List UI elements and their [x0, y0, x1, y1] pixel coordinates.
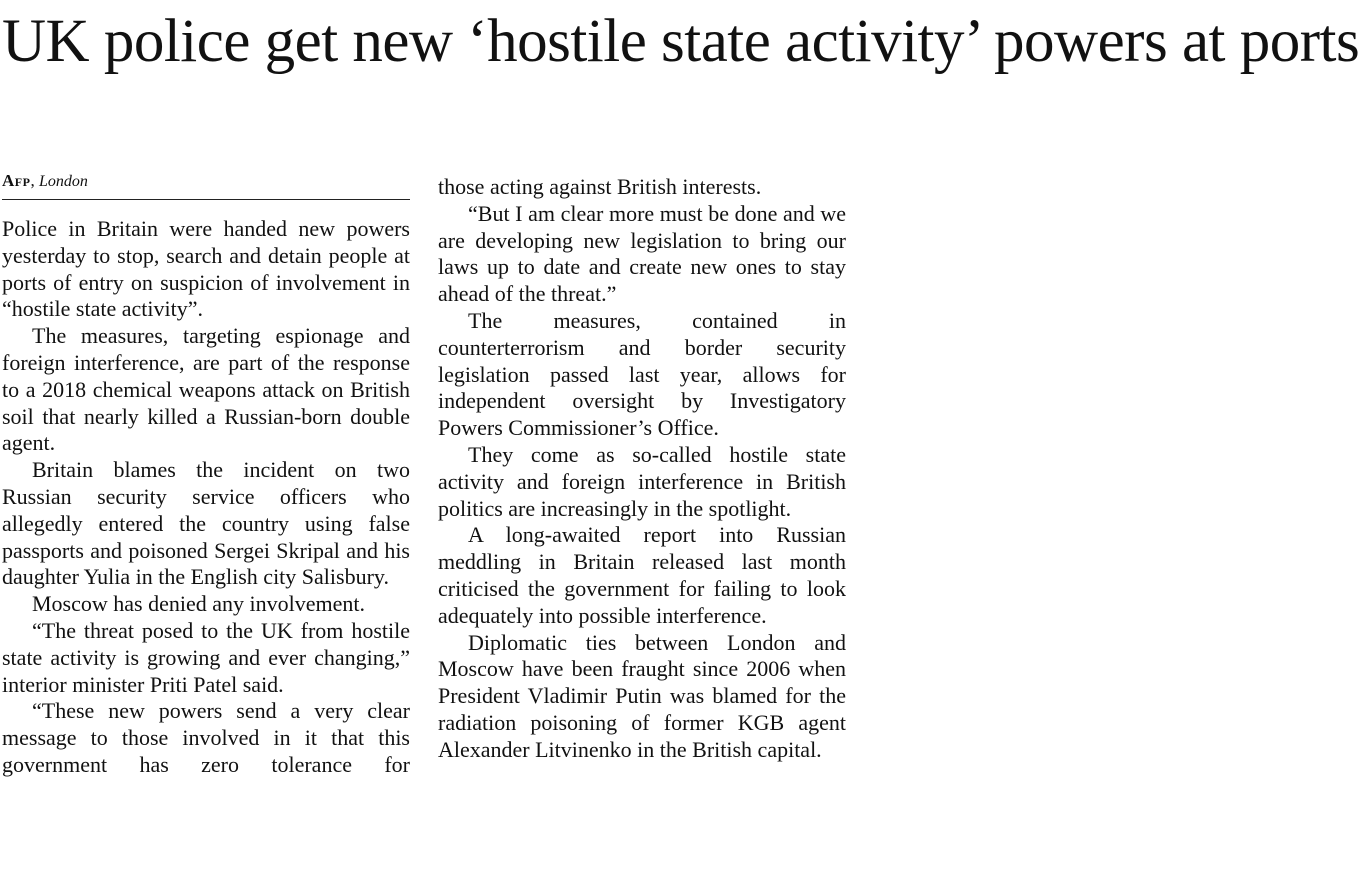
byline-agency: Afp: [2, 171, 31, 190]
left-column: [2, 216, 410, 779]
right-column: [438, 174, 846, 764]
paragraph: those acting against British interests.: [438, 174, 762, 199]
headline: UK police get new ‘hostile state activity’ powers at ports: [2, 8, 1359, 75]
paragraph: “These new powers send a very clear message to those involved in it that this government has zero tolerance for: [2, 698, 410, 777]
paragraph: They come as so-called hostile state activity and foreign interference in British politics are increasingly in the spotlight.: [438, 441, 846, 521]
paragraph: Britain blames the incident on two Russian security service officers who allegedly entered the country using false passports and poisoned Sergei Skripal and his daughter Yulia in the English city Salisbury.: [2, 457, 410, 590]
paragraph: “But I am clear more must be done and we are developing new legislation to bring our laws up to date and create new ones to stay ahead of the threat.”: [438, 200, 846, 307]
paragraph: A long-awaited report into Russian meddling in Britain released last month criticised the government for failing to look adequately into possible interference.: [438, 522, 846, 628]
paragraph: “The threat posed to the UK from hostile state activity is growing and ever changing,” interior minister Priti Patel said.: [2, 617, 410, 697]
paragraph: The measures, contained in counterterrorism and border security legislation passed last year, allows for independent oversight by Investigatory Powers Commissioner’s Office.: [438, 307, 846, 441]
paragraph: Moscow has denied any involvement.: [32, 591, 365, 617]
paragraph: The measures, targeting espionage and foreign interference, are part of the response to a 2018 chemical weapons attack on British soil that nearly killed a Russian-born double agent.: [2, 323, 410, 456]
byline: [2, 170, 410, 200]
byline-separator: ,: [30, 171, 39, 190]
byline-location: London: [38, 173, 88, 190]
paragraph: Police in Britain were handed new powers yesterday to stop, search and detain people at ports of entry on suspicion of involvement in “hostile state activity”.: [2, 216, 410, 322]
paragraph: Diplomatic ties between London and Moscow have been fraught since 2006 when President Vladimir Putin was blamed for the radiation poisoning of former KGB agent Alexander Litvinenko in the British capital.: [438, 629, 846, 762]
